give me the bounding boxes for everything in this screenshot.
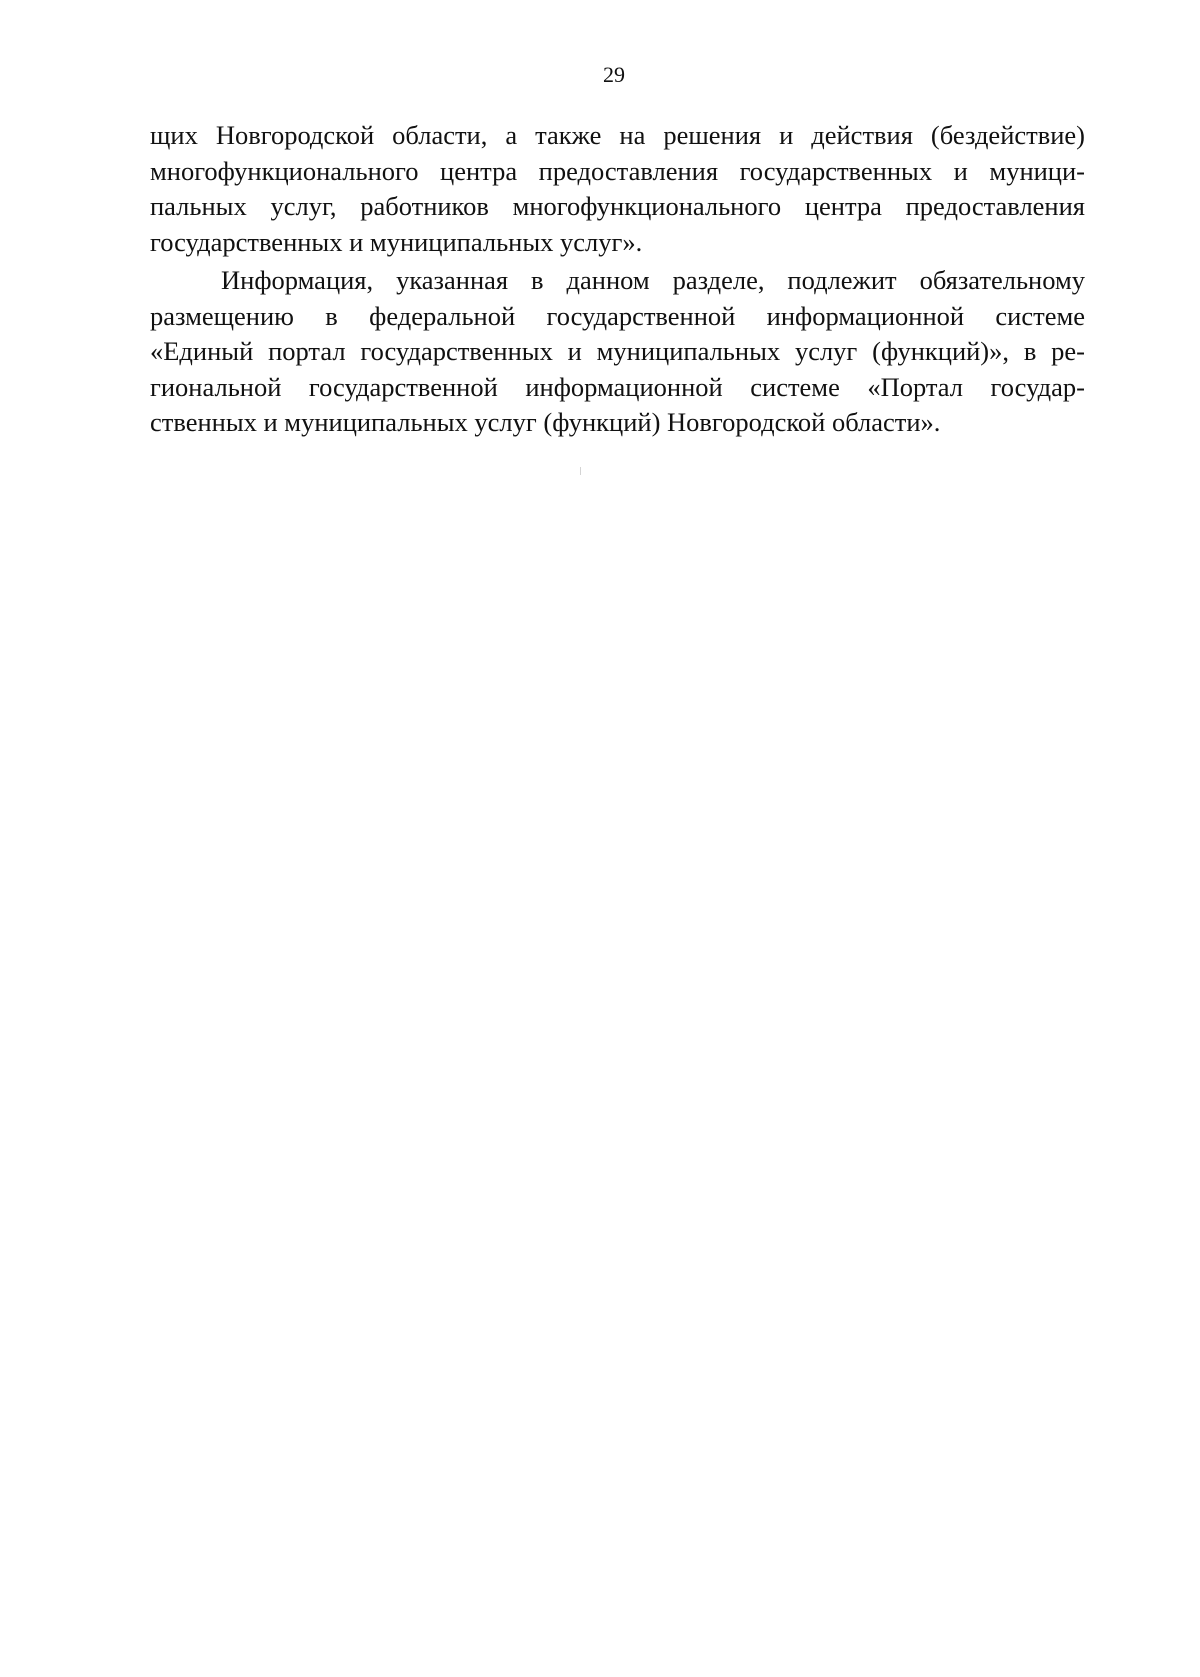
paragraph-2-line-5: ственных и муниципальных услуг (функций) Новгородской области». [150,407,941,437]
scan-artifact-mark [580,467,581,475]
paragraph-2-line-1: Информация, указанная в данном разделе, подлежит обязательному [221,265,1085,295]
paragraph-1-line-3: пальных услуг, работников многофункционального центра предоставления [150,191,1085,221]
paragraph-1-line-4: государственных и муниципальных услуг». [150,226,643,257]
paragraph-1 [150,118,1085,260]
paragraph-1-line-1: щих Новгородской области, а также на решения и действия (бездействие) [150,120,1085,150]
page-number: 29 [603,62,625,87]
body-text [150,118,1085,441]
paragraph-2-line-2: размещению в федеральной государственной информационной системе [150,300,1085,331]
paragraph-2-line-3: «Единый портал государственных и муниципальных услуг (функций)», в ре- [150,336,1085,366]
paragraph-2-line-4: гиональной государственной информационной системе «Портал государ- [150,371,1085,402]
paragraph-2 [150,263,1085,441]
paragraph-1-line-2: многофункционального центра предоставления государственных и муници- [150,155,1085,186]
